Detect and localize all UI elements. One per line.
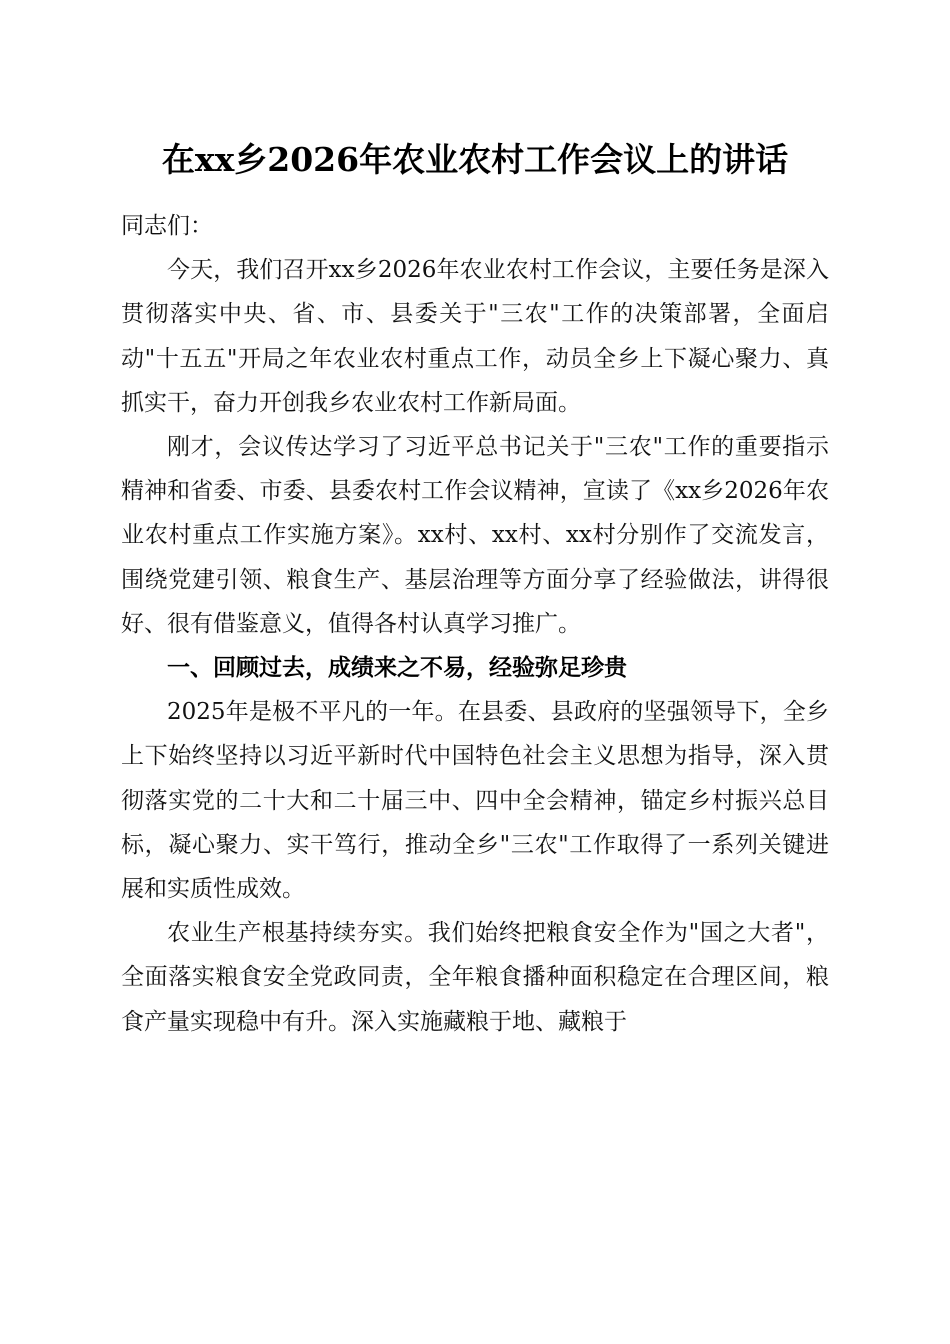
intro-paragraph-2: 刚才，会议传达学习了习近平总书记关于"三农"工作的重要指示精神和省委、市委、县委农村工作会议精神，宣读了《xx乡2026年农业农村重点工作实施方案》。xx村、xx村、xx村分别作了交流发言，围绕党建引领、粮食生产、基层治理等方面分享了经验做法，讲得很好、很有借鉴意义，值得各村认真学习推广。: [121, 434, 829, 637]
section-heading-1: 一、回顾过去，成绩来之不易，经验弥足珍贵: [167, 655, 627, 682]
document-body: [121, 204, 829, 1044]
section1-paragraph-1: 2025年是极不平凡的一年。在县委、县政府的坚强领导下，全乡上下始终坚持以习近平新时代中国特色社会主义思想为指导，深入贯彻落实党的二十大和二十届三中、四中全会精神，锚定乡村振兴总目标，凝心聚力、实干笃行，推动全乡"三农"工作取得了一系列关键进展和实质性成效。: [121, 699, 829, 903]
document-title: 在xx乡2026年农业农村工作会议上的讲话: [161, 140, 789, 179]
intro-paragraph-1: 今天，我们召开xx乡2026年农业农村工作会议，主要任务是深入贯彻落实中央、省、市、县委关于"三农"工作的决策部署，全面启动"十五五"开局之年农业农村重点工作，动员全乡上下凝心聚力、真抓实干，奋力开创我乡农业农村工作新局面。: [121, 257, 829, 416]
salutation: 同志们：: [121, 213, 213, 239]
section1-paragraph-2: 农业生产根基持续夯实。我们始终把粮食安全作为"国之大者"，全面落实粮食安全党政同责，全年粮食播种面积稳定在合理区间，粮食产量实现稳中有升。深入实施藏粮于地、藏粮于: [121, 920, 829, 1035]
